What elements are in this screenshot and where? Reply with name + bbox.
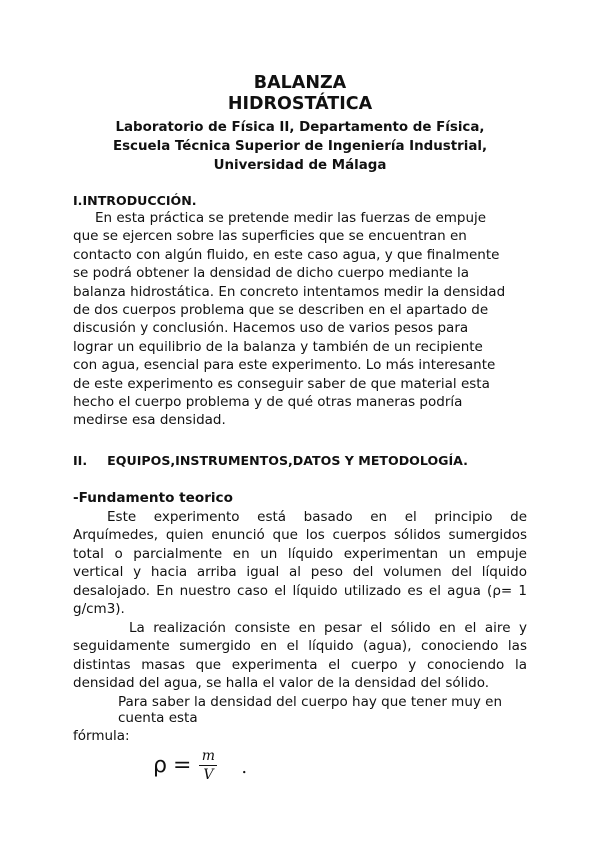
section-heading-introduction: I.INTRODUCCIÓN.	[73, 193, 197, 208]
introduction-paragraph	[73, 209, 533, 430]
section-number: II.	[73, 453, 88, 468]
affiliation-line2: Escuela Técnica Superior de Ingeniería Industrial,	[112, 139, 488, 154]
text-line: fórmula:	[73, 728, 130, 745]
text-line: desalojado. En nuestro caso el líquido utilizado es el agua (ρ= 1	[73, 582, 527, 599]
text-line: de este experimento es conseguir saber de que material esta	[73, 375, 490, 392]
affiliation-line3: Universidad de Málaga	[213, 158, 387, 173]
text-line: g/cm3).	[73, 600, 125, 617]
text-line: Arquímedes, quien enunció que los cuerpos sólidos sumergidos	[73, 527, 527, 544]
text-line: discusión y conclusión. Hacemos uso de varios pesos para	[73, 320, 469, 337]
formula-fraction	[199, 748, 217, 783]
subsection-heading-fundamento: -Fundamento teorico	[73, 490, 233, 506]
formula-rho: ρ	[153, 753, 167, 778]
text-line: densidad del agua, se halla el valor de la densidad del sólido.	[73, 675, 490, 692]
text-line: Este experimento está basado en el principio de	[107, 509, 527, 525]
document-title-line1: BALANZA	[253, 73, 347, 93]
text-line: La realización consiste en pesar el sólido en el aire y	[129, 620, 527, 636]
text-line: con agua, esencial para este experimento. Lo más interesante	[73, 357, 496, 374]
text-line: hecho el cuerpo problema y de qué otras maneras podría	[73, 393, 463, 410]
formula-denominator: V	[203, 767, 214, 783]
text-line: de dos cuerpos problema que se describen en el apartado de	[73, 301, 489, 318]
text-line: medirse esa densidad.	[73, 412, 226, 429]
text-line: cuenta esta	[118, 710, 198, 727]
text-line: Para saber la densidad del cuerpo hay que tener muy en	[118, 694, 503, 710]
formula-numerator: m	[201, 748, 216, 764]
text-line: lograr un equilibrio de la balanza y también de un recipiente	[73, 338, 483, 355]
section-title: EQUIPOS,INSTRUMENTOS,DATOS Y METODOLOGÍA.	[107, 453, 468, 468]
text-line: se podrá obtener la densidad de dicho cuerpo mediante la	[73, 265, 469, 282]
fundamento-paragraph-1	[73, 508, 527, 618]
text-line: balanza hidrostática. En concreto intentamos medir la densidad	[73, 283, 506, 300]
text-line: que se ejercen sobre las superficies que se encuentran en	[73, 228, 467, 245]
text-line: total o parcialmente en un líquido experimentan un empuje	[73, 545, 527, 562]
formula-period: .	[241, 757, 248, 778]
document-title-line2: HIDROSTÁTICA	[227, 94, 373, 114]
text-line: seguidamente sumergido en el líquido (agua), conociendo las	[73, 638, 527, 655]
fundamento-paragraph-3	[73, 693, 543, 746]
text-line: distintas masas que experimenta el cuerpo y conociendo la	[73, 656, 527, 673]
density-formula	[153, 748, 247, 783]
section-heading-equipment	[73, 452, 468, 470]
text-line: contacto con algún fluido, en este caso agua, y que finalmente	[73, 246, 500, 263]
fundamento-paragraph-2	[73, 619, 527, 693]
affiliation-line1: Laboratorio de Física II, Departamento de Física,	[115, 120, 485, 135]
fraction-bar	[199, 765, 217, 766]
text-line: vertical y hacia arriba igual al peso del volumen del líquido	[73, 564, 527, 581]
formula-equals: =	[172, 753, 192, 778]
text-line: En esta práctica se pretende medir las fuerzas de empuje	[95, 210, 487, 226]
